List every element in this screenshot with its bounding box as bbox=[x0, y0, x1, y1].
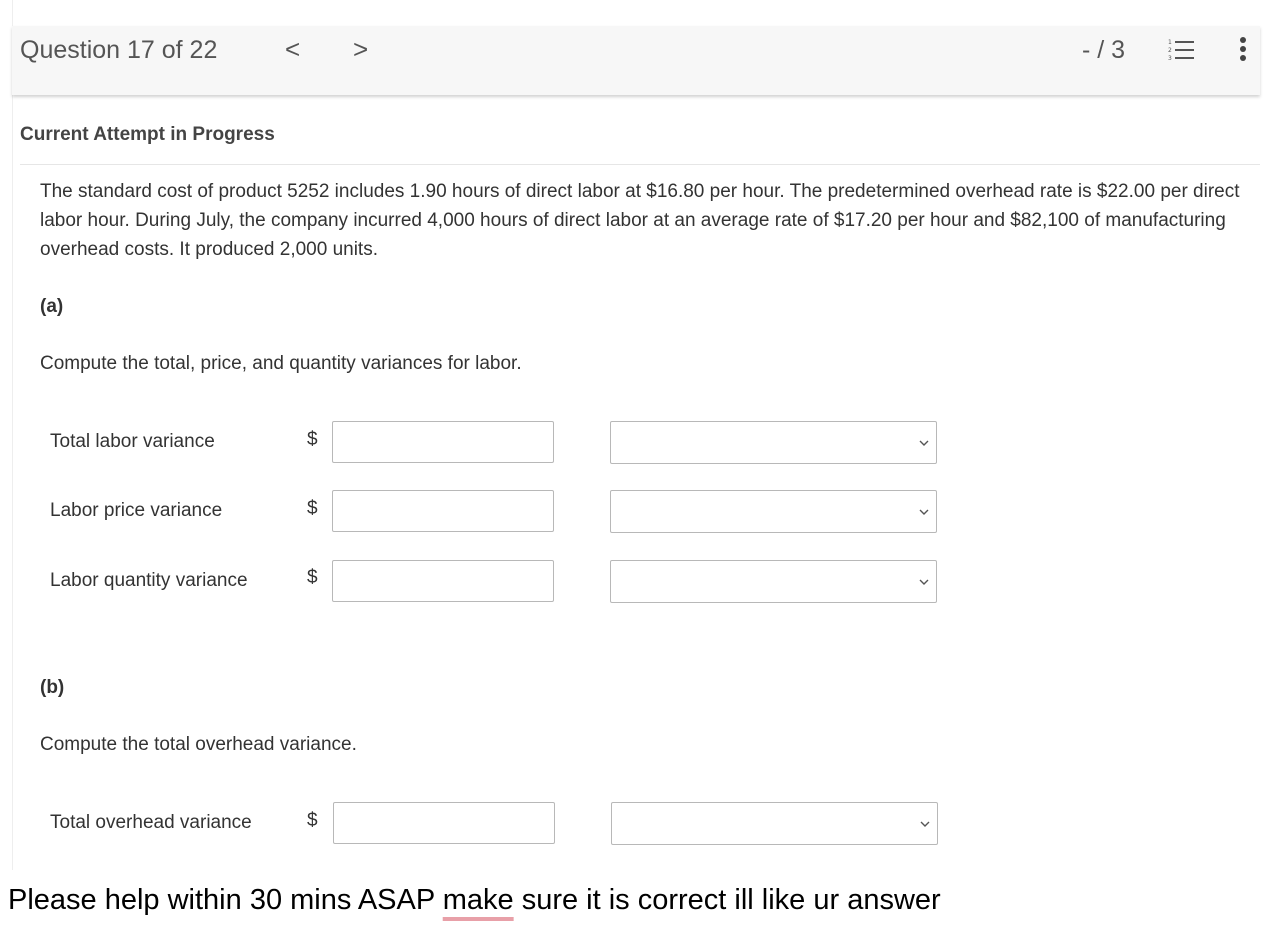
question-counter: Question 17 of 22 bbox=[20, 36, 218, 64]
svg-text:3: 3 bbox=[1168, 55, 1172, 62]
currency-symbol: $ bbox=[307, 567, 318, 588]
total-overhead-variance-input[interactable] bbox=[333, 802, 555, 844]
divider bbox=[20, 164, 1260, 165]
chevron-down-icon bbox=[918, 576, 930, 588]
more-vertical-icon[interactable] bbox=[1238, 36, 1248, 64]
help-text-underlined: make bbox=[442, 884, 514, 916]
total-labor-variance-input[interactable] bbox=[332, 421, 554, 463]
help-request-text bbox=[8, 884, 941, 917]
labor-price-variance-input[interactable] bbox=[332, 490, 554, 532]
currency-symbol: $ bbox=[307, 429, 318, 450]
problem-statement: The standard cost of product 5252 includes 1.90 hours of direct labor at $16.80 per hour. The predetermined overhead rate is $22.00 per direct labor hour. During July, the company incurred 4,000 hours of direct labor at an average rate of $17.20 per hour and $82,100 of manufacturing overhead costs. It produced 2,000 units. bbox=[40, 181, 1240, 260]
labor-quantity-variance-select[interactable] bbox=[610, 560, 937, 603]
labor-price-variance-label: Labor price variance bbox=[50, 500, 223, 521]
part-b-label: (b) bbox=[40, 677, 65, 698]
total-overhead-variance-select[interactable] bbox=[611, 802, 938, 845]
help-text-after: sure it is correct ill like ur answer bbox=[513, 884, 941, 916]
question-header bbox=[12, 26, 1260, 95]
svg-text:1: 1 bbox=[1168, 39, 1172, 46]
numbered-list-icon[interactable] bbox=[1168, 38, 1194, 62]
total-labor-variance-select[interactable] bbox=[610, 421, 937, 464]
total-labor-variance-label: Total labor variance bbox=[50, 431, 215, 452]
score-display: - / 3 bbox=[1082, 36, 1126, 64]
total-overhead-variance-label: Total overhead variance bbox=[50, 812, 252, 833]
svg-text:2: 2 bbox=[1168, 47, 1172, 54]
part-a-label: (a) bbox=[40, 296, 64, 317]
labor-quantity-variance-label: Labor quantity variance bbox=[50, 570, 248, 591]
previous-question-button[interactable]: < bbox=[285, 34, 301, 64]
labor-price-variance-select[interactable] bbox=[610, 490, 937, 533]
chevron-down-icon bbox=[918, 506, 930, 518]
chevron-down-icon bbox=[919, 818, 931, 830]
part-a-instruction: Compute the total, price, and quantity variances for labor. bbox=[40, 353, 522, 374]
next-question-button[interactable]: > bbox=[353, 34, 369, 64]
labor-quantity-variance-input[interactable] bbox=[332, 560, 554, 602]
attempt-status: Current Attempt in Progress bbox=[20, 124, 275, 145]
part-b-instruction: Compute the total overhead variance. bbox=[40, 734, 357, 755]
help-text-before: Please help within 30 mins ASAP bbox=[8, 884, 443, 916]
currency-symbol: $ bbox=[307, 810, 318, 831]
currency-symbol: $ bbox=[307, 498, 318, 519]
chevron-down-icon bbox=[918, 437, 930, 449]
